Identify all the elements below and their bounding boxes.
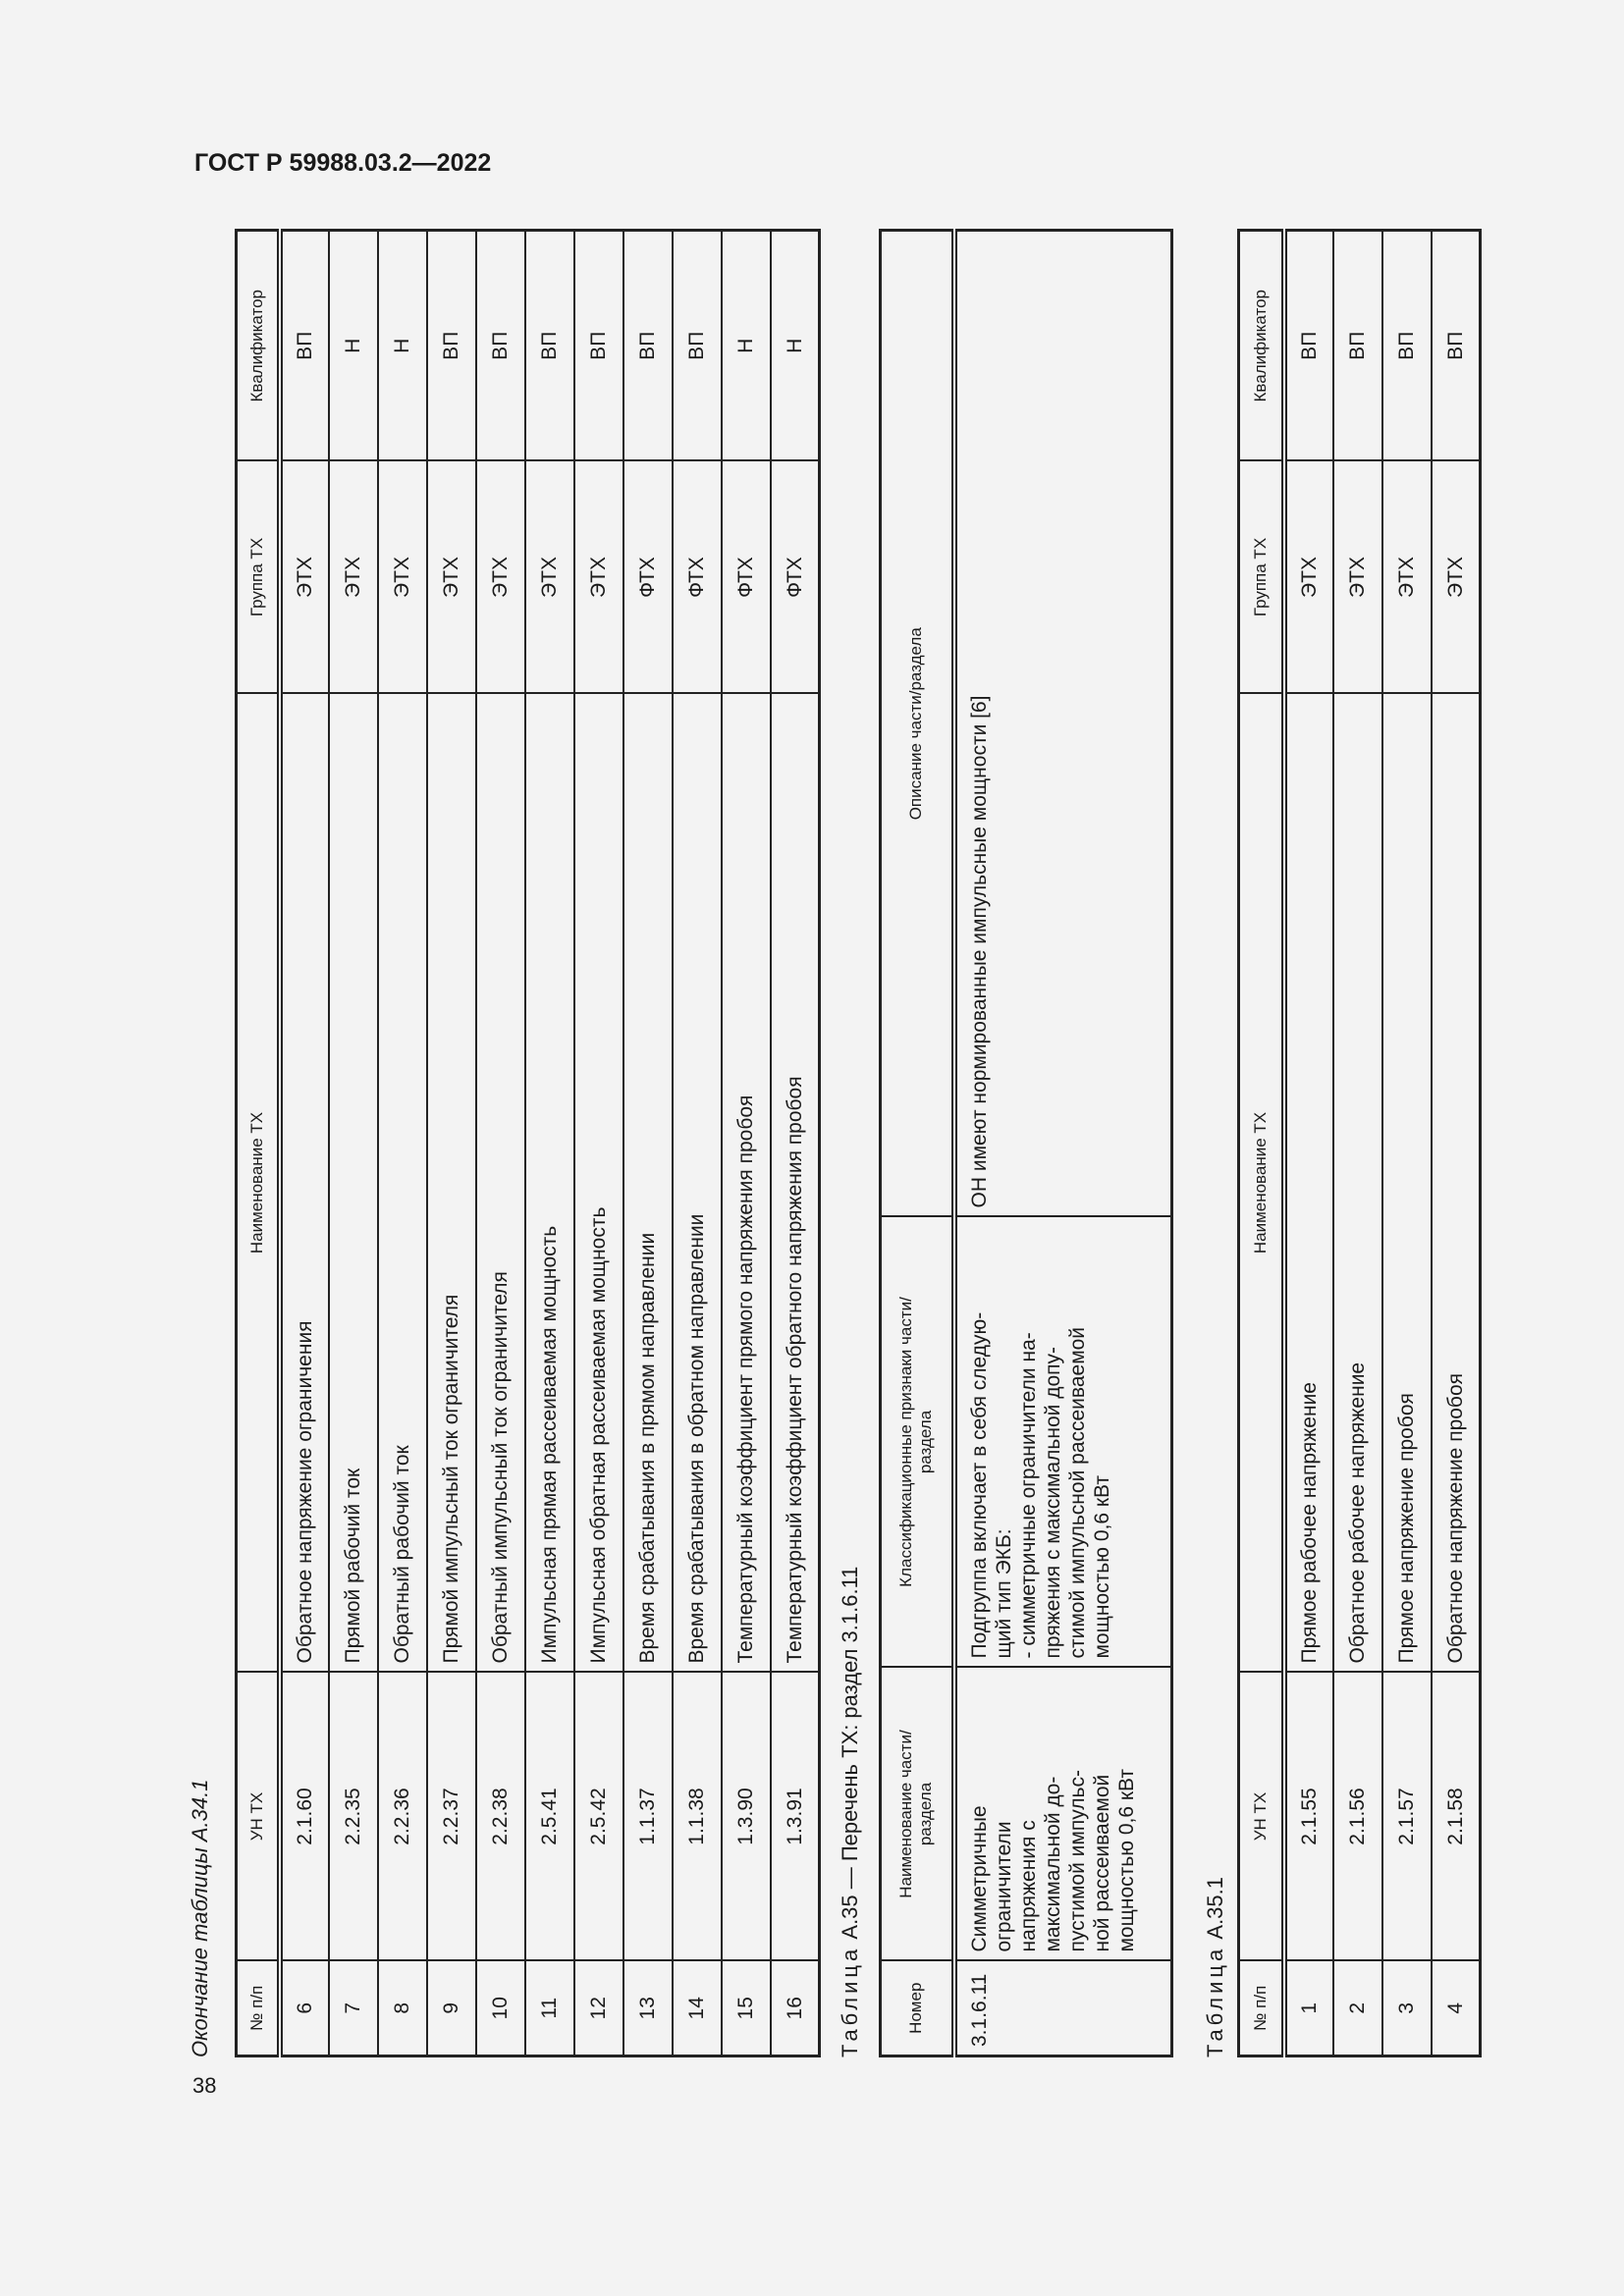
table-cell: 2.2.37	[427, 1673, 476, 1961]
page-number: 38	[192, 2073, 217, 2098]
table-cell: ЭТХ	[280, 461, 329, 694]
caption-prefix: Таблица	[1203, 1945, 1227, 2057]
table-cell: 10	[476, 1961, 525, 2056]
column-header: Группа ТХ	[1239, 461, 1284, 694]
table-cell: Прямой импульсный ток ограничителя	[427, 694, 476, 1673]
table-row	[954, 231, 1172, 2056]
table-a34-1	[235, 229, 821, 2057]
column-header: УН ТХ	[237, 1673, 280, 1961]
table-cell: Обратный импульсный ток ограничителя	[476, 694, 525, 1673]
table-cell: Время срабатывания в прямом направлении	[623, 694, 673, 1673]
table-cell: Прямое рабочее напряжение	[1284, 694, 1333, 1673]
caption-text: А.35.1	[1203, 1877, 1227, 1940]
table-cell: 4	[1432, 1961, 1481, 2056]
table-cell: ОН имеют нормированные импульсные мощности [6]	[954, 231, 1172, 1217]
table-row	[378, 231, 427, 2056]
column-header: Наименование ТХ	[237, 694, 280, 1673]
table-row	[525, 231, 574, 2056]
table-cell: ВП	[574, 231, 623, 461]
table-row	[1382, 231, 1432, 2056]
table-cell: 9	[427, 1961, 476, 2056]
column-header: № п/п	[237, 1961, 280, 2056]
table-cell: 2.5.41	[525, 1673, 574, 1961]
table-row	[722, 231, 771, 2056]
table-cell: Обратное напряжение пробоя	[1432, 694, 1481, 1673]
table-header-row	[1239, 231, 1284, 2056]
table-cell: 2.2.38	[476, 1673, 525, 1961]
table-cell: 2.1.57	[1382, 1673, 1432, 1961]
table-cell: ЭТХ	[427, 461, 476, 694]
table-row	[623, 231, 673, 2056]
table-cell: 2.2.36	[378, 1673, 427, 1961]
document-header: ГОСТ Р 59988.03.2—2022	[194, 149, 492, 177]
table-a34-1-caption	[188, 1780, 213, 2058]
table-row	[476, 231, 525, 2056]
table-cell: 2.1.55	[1284, 1673, 1333, 1961]
table-cell: ЭТХ	[378, 461, 427, 694]
table-cell: 2.1.60	[280, 1673, 329, 1961]
table-cell: Н	[378, 231, 427, 461]
table-cell: ЭТХ	[1382, 461, 1432, 694]
table-cell: 14	[673, 1961, 722, 2056]
table-row	[1432, 231, 1481, 2056]
table-cell: 12	[574, 1961, 623, 2056]
table-cell: Импульсная прямая рассеиваемая мощность	[525, 694, 574, 1673]
table-cell: Температурный коэффициент обратного напряжения пробоя	[771, 694, 820, 1673]
table-header-row	[237, 231, 280, 2056]
caption-text: Окончание таблицы А.34.1	[188, 1779, 212, 2057]
table-cell: Прямой рабочий ток	[329, 694, 378, 1673]
table-cell: ВП	[280, 231, 329, 461]
table-cell: Обратный рабочий ток	[378, 694, 427, 1673]
table-cell: 8	[378, 1961, 427, 2056]
table-cell: 2	[1333, 1961, 1382, 2056]
table-a35	[879, 229, 1173, 2057]
table-cell: 11	[525, 1961, 574, 2056]
table-row	[427, 231, 476, 2056]
table-cell: ВП	[476, 231, 525, 461]
table-cell: 2.1.56	[1333, 1673, 1382, 1961]
table-cell: 2.1.58	[1432, 1673, 1481, 1961]
table-cell: 7	[329, 1961, 378, 2056]
table-cell: 16	[771, 1961, 820, 2056]
column-header: Квалификатор	[1239, 231, 1284, 461]
table-cell: ЭТХ	[1284, 461, 1333, 694]
table-cell: ЭТХ	[1333, 461, 1382, 694]
table-cell: ЭТХ	[574, 461, 623, 694]
table-cell: 1.3.91	[771, 1673, 820, 1961]
table-row	[280, 231, 329, 2056]
table-cell: ВП	[623, 231, 673, 461]
table-cell: 15	[722, 1961, 771, 2056]
table-cell: 13	[623, 1961, 673, 2056]
table-cell: 1.3.90	[722, 1673, 771, 1961]
column-header: Описание части/раздела	[881, 231, 954, 1217]
table-cell: ЭТХ	[1432, 461, 1481, 694]
column-header: Номер	[881, 1961, 954, 2056]
table-cell: Время срабатывания в обратном направлении	[673, 694, 722, 1673]
table-cell: ФТХ	[623, 461, 673, 694]
table-cell: Импульсная обратная рассеиваемая мощность	[574, 694, 623, 1673]
table-cell: ВП	[427, 231, 476, 461]
table-cell: ФТХ	[673, 461, 722, 694]
table-cell: ВП	[1432, 231, 1481, 461]
column-header: Наименование части/ раздела	[881, 1668, 954, 1961]
table-a35-1-caption	[1203, 1877, 1228, 2057]
column-header: Квалификатор	[237, 231, 280, 461]
caption-prefix: Таблица	[838, 1945, 862, 2057]
table-cell: ВП	[1284, 231, 1333, 461]
table-cell: 6	[280, 1961, 329, 2056]
table-row	[1333, 231, 1382, 2056]
table-cell: ЭТХ	[525, 461, 574, 694]
table-row	[673, 231, 722, 2056]
table-cell: Н	[771, 231, 820, 461]
table-cell: ФТХ	[771, 461, 820, 694]
table-cell: ВП	[525, 231, 574, 461]
column-header: Наименование ТХ	[1239, 694, 1284, 1673]
table-cell: Н	[722, 231, 771, 461]
table-row	[1284, 231, 1333, 2056]
caption-text: А.35 — Перечень ТХ: раздел 3.1.6.11	[838, 1566, 862, 1940]
column-header: № п/п	[1239, 1961, 1284, 2056]
table-a35-1	[1237, 229, 1482, 2057]
table-cell: ЭТХ	[476, 461, 525, 694]
table-cell: Симметричные ограничители напряжения с максимальной до- пустимой импульс- ной рассеиваемой мощностью 0,6 кВт	[954, 1668, 1172, 1961]
table-cell: Подгруппа включает в себя следую- щий тип ЭКБ: - симметричные ограничители на- пряжения с максимальной допу- стимой импульсной рассеиваемой мощностью 0,6 кВт	[954, 1217, 1172, 1668]
table-row	[771, 231, 820, 2056]
table-cell: Обратное рабочее напряжение	[1333, 694, 1382, 1673]
table-cell: 1	[1284, 1961, 1333, 2056]
rotated-content	[182, 232, 1497, 2061]
column-header: Классификационные признаки части/ раздела	[881, 1217, 954, 1668]
table-cell: 1.1.37	[623, 1673, 673, 1961]
table-cell: 2.2.35	[329, 1673, 378, 1961]
table-a35-caption	[838, 1567, 863, 2057]
table-cell: Температурный коэффициент прямого напряжения пробоя	[722, 694, 771, 1673]
table-cell: ФТХ	[722, 461, 771, 694]
table-cell: ВП	[673, 231, 722, 461]
table-header-row	[881, 231, 954, 2056]
table-cell: 3	[1382, 1961, 1432, 2056]
table-cell: 2.5.42	[574, 1673, 623, 1961]
table-cell: ВП	[1333, 231, 1382, 461]
table-cell: 3.1.6.11	[954, 1961, 1172, 2056]
table-cell: ВП	[1382, 231, 1432, 461]
table-row	[574, 231, 623, 2056]
table-cell: 1.1.38	[673, 1673, 722, 1961]
table-cell: Н	[329, 231, 378, 461]
column-header: УН ТХ	[1239, 1673, 1284, 1961]
table-cell: Обратное напряжение ограничения	[280, 694, 329, 1673]
column-header: Группа ТХ	[237, 461, 280, 694]
table-row	[329, 231, 378, 2056]
table-cell: Прямое напряжение пробоя	[1382, 694, 1432, 1673]
table-cell: ЭТХ	[329, 461, 378, 694]
